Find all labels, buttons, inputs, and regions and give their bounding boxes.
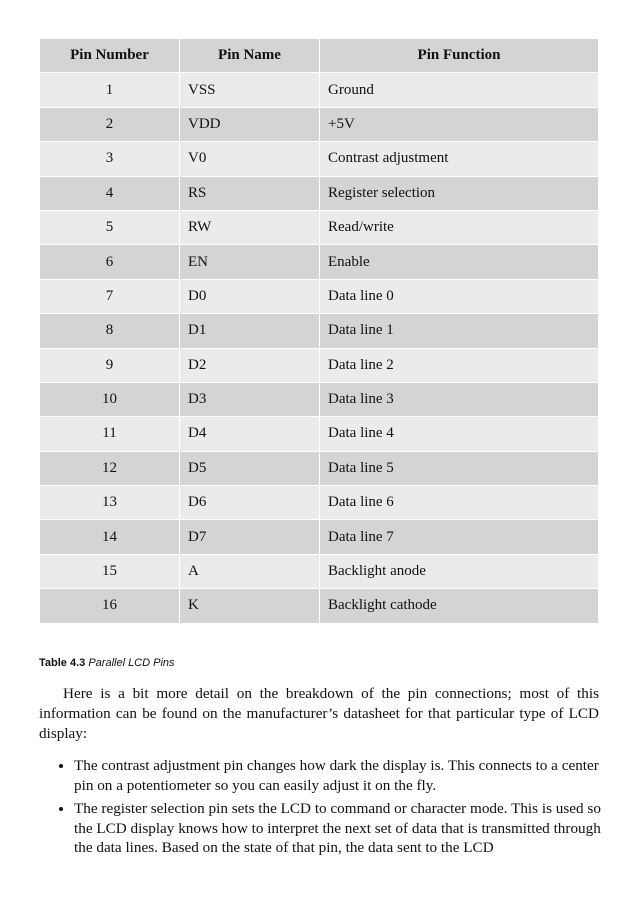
cell-pin-number: 2 [40,107,180,141]
table-header-row [40,39,599,73]
cell-pin-number: 13 [40,486,180,520]
cell-pin-function: Data line 7 [320,520,599,554]
cell-pin-number: 15 [40,554,180,588]
cell-pin-name: EN [180,245,320,279]
table-caption [39,657,175,669]
table-row [40,589,599,623]
table-row [40,107,599,141]
cell-pin-name: D1 [180,314,320,348]
table-body [40,73,599,623]
cell-pin-name: D2 [180,348,320,382]
cell-pin-function: Backlight anode [320,554,599,588]
list-item: • The register selection pin sets the LCD to command or character mode. This is used so the LCD display knows how to interpret the next set of data that is transmitted through the data lines. Based on the state of that pin, the data sent to the LCD [74,799,610,858]
table-row [40,73,599,107]
cell-pin-function: Data line 3 [320,382,599,416]
cell-pin-name: A [180,554,320,588]
table-row [40,176,599,210]
cell-pin-function: +5V [320,107,599,141]
cell-pin-name: RS [180,176,320,210]
bullet-list [39,756,610,862]
cell-pin-number: 11 [40,417,180,451]
cell-pin-function: Data line 5 [320,451,599,485]
cell-pin-function: Data line 1 [320,314,599,348]
cell-pin-number: 4 [40,176,180,210]
cell-pin-function: Enable [320,245,599,279]
cell-pin-number: 12 [40,451,180,485]
body-paragraph: Here is a bit more detail on the breakdown of the pin connections; most of this information can be found on the manufacturer’s datasheet for that particular type of LCD display: [39,685,599,742]
cell-pin-function: Data line 0 [320,279,599,313]
cell-pin-name: D5 [180,451,320,485]
lcd-pin-table [39,38,599,624]
table-row [40,520,599,554]
cell-pin-function: Read/write [320,210,599,244]
cell-pin-name: D0 [180,279,320,313]
table-row [40,451,599,485]
cell-pin-number: 10 [40,382,180,416]
cell-pin-name: K [180,589,320,623]
table-row [40,314,599,348]
cell-pin-name: V0 [180,142,320,176]
table-row [40,279,599,313]
cell-pin-number: 8 [40,314,180,348]
table-row [40,554,599,588]
header-pin-function: Pin Function [320,39,599,73]
list-item: • The contrast adjustment pin changes how dark the display is. This connects to a center pin on a potentiometer so you can easily adjust it on the fly. [74,756,610,795]
cell-pin-function: Data line 6 [320,486,599,520]
table-row [40,142,599,176]
cell-pin-function: Ground [320,73,599,107]
cell-pin-number: 9 [40,348,180,382]
cell-pin-number: 7 [40,279,180,313]
cell-pin-function: Contrast adjustment [320,142,599,176]
header-pin-number: Pin Number [40,39,180,73]
table-row [40,210,599,244]
cell-pin-name: D7 [180,520,320,554]
table-row [40,245,599,279]
cell-pin-name: D3 [180,382,320,416]
cell-pin-name: D4 [180,417,320,451]
cell-pin-name: VDD [180,107,320,141]
table-row [40,486,599,520]
cell-pin-function: Data line 4 [320,417,599,451]
cell-pin-number: 16 [40,589,180,623]
table-row [40,382,599,416]
caption-title: Parallel LCD Pins [88,657,175,669]
cell-pin-function: Data line 2 [320,348,599,382]
cell-pin-name: D6 [180,486,320,520]
cell-pin-number: 6 [40,245,180,279]
cell-pin-name: RW [180,210,320,244]
cell-pin-number: 1 [40,73,180,107]
table-row [40,417,599,451]
cell-pin-function: Register selection [320,176,599,210]
cell-pin-name: VSS [180,73,320,107]
cell-pin-number: 5 [40,210,180,244]
cell-pin-number: 3 [40,142,180,176]
header-pin-name: Pin Name [180,39,320,73]
table-row [40,348,599,382]
cell-pin-function: Backlight cathode [320,589,599,623]
cell-pin-number: 14 [40,520,180,554]
caption-label: Table 4.3 [39,657,86,669]
